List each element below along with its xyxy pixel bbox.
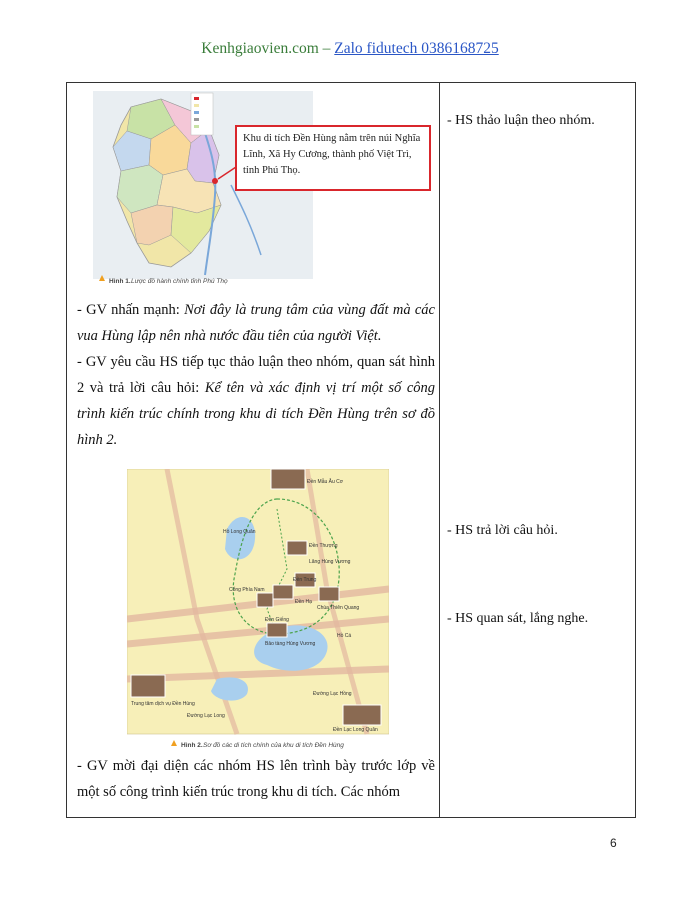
site-name[interactable]: Kenhgiaovien.com	[201, 40, 319, 57]
paragraph-task: - GV yêu cầu HS tiếp tục thảo luận theo nhóm, quan sát hình 2 và trả lời câu hỏi: Kể tên và xác định vị trí một số công trình kiến trúc chính trong khu di tích Đền Hùng trên sơ đồ hình 2.	[77, 354, 436, 448]
label-chua-thien-quang: Chùa Thiên Quang	[317, 605, 360, 611]
label-lang-hung-vuong: Lăng Hùng Vương	[309, 559, 351, 565]
label-den-gieng: Đền Giếng	[265, 617, 289, 623]
paragraph-presentation: - GV mời đại diện các nhóm HS lên trình bày trước lớp về một số công trình kiến trúc trong khu di tích. Các nhóm	[77, 758, 435, 800]
page-number: 6	[610, 836, 617, 850]
label-den-thuong: Đền Thượng	[309, 543, 338, 549]
label-ho-ca: Hồ Cá	[337, 633, 352, 639]
figure-1-caption-text: Lược đồ hành chính tỉnh Phú Thọ	[131, 278, 228, 285]
label-duong-lac-long: Đường Lạc Long	[187, 713, 225, 719]
lesson-table	[66, 82, 636, 818]
label-den-ha: Đền Hạ	[295, 599, 312, 605]
label-bao-tang: Bảo tàng Hùng Vương	[265, 641, 316, 647]
paragraph-emphasis: - GV nhấn mạnh: Nơi đây là trung tâm của vùng đất mà các vua Hùng lập nên nhà nước đầu tiên của người Việt.	[77, 302, 435, 344]
label-den-trung: Đền Trung	[293, 577, 317, 583]
label-ho-long-quan: Hồ Long Quân	[223, 529, 256, 535]
figure-2-caption-text: Sơ đồ các di tích chính của khu di tích Đền Hùng	[203, 742, 344, 749]
column-divider	[439, 83, 440, 817]
student-note-discuss: - HS thảo luận theo nhóm.	[447, 113, 595, 128]
den-hung-marker-icon	[212, 178, 218, 184]
label-den-mau-au-co: Đền Mẫu Âu Cơ	[307, 479, 344, 485]
figure-2-site-map	[127, 469, 389, 749]
page-header	[0, 40, 700, 58]
figure-2-caption-label: Hình 2.	[181, 742, 203, 749]
label-duong-lac-hong: Đường Lạc Hồng	[313, 691, 352, 697]
label-trung-tam-dich-vu: Trung tâm dịch vụ Đền Hùng	[131, 701, 195, 707]
label-den-lac-long-quan: Đền Lạc Long Quân	[333, 727, 378, 733]
header-separator: –	[318, 40, 335, 57]
contact-link[interactable]: Zalo fidutech 0386168725	[334, 40, 499, 57]
student-note-observe: - HS quan sát, lắng nghe.	[447, 611, 589, 626]
map-callout: Khu di tích Đền Hùng nằm trên núi Nghĩa Lĩnh, Xã Hy Cương, thành phố Việt Trì, tỉnh Phú Thọ.	[235, 125, 431, 191]
figure-1-caption-label: Hình 1.	[109, 278, 131, 285]
student-note-answer: - HS trả lời câu hỏi.	[447, 523, 558, 538]
label-cong-phia-nam: Cổng Phía Nam	[229, 587, 265, 593]
